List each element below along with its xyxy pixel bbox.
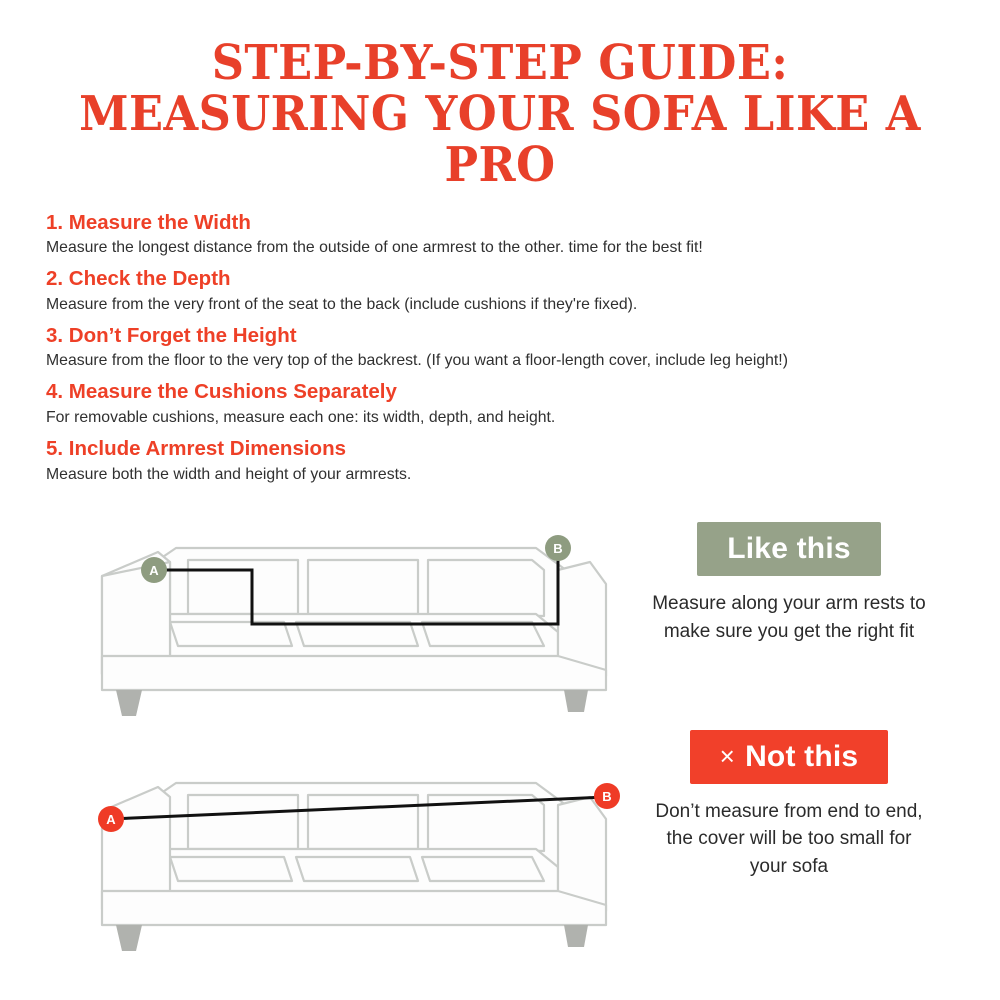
title-line-1: STEP-BY-STEP GUIDE: [211,35,789,91]
sofa-diagrams [66,504,666,964]
step-4-heading: 4. Measure the Cushions Separately [46,380,397,404]
page-title [46,0,954,191]
badge-like-this [697,522,881,576]
step-item-5 [46,435,954,487]
marker-a-correct: A [141,557,167,583]
step-item-1 [46,209,954,261]
step-1-text: Measure the longest distance from the outside of one armrest to the other. time for the best fit! [46,239,703,257]
sofa-diagram-correct [66,504,666,729]
caption-like-this: Measure along your arm rests to make sure you get the right fit [652,593,926,642]
marker-b-correct: B [545,535,571,561]
step-3-heading: 3. Don’t Forget the Height [46,323,297,347]
illustration-area [46,504,954,974]
step-item-4 [46,378,954,430]
badge-like-this-label: Like this [727,532,851,566]
step-5-heading: 5. Include Armrest Dimensions [46,436,346,460]
caption-not-this: Don’t measure from end to end, the cover will be too small for your sofa [655,800,923,877]
step-1-heading: 1. Measure the Width [46,210,251,234]
step-2-text: Measure from the very front of the seat to the back (include cushions if they're fixed). [46,295,638,313]
step-item-3 [46,322,954,374]
step-4-text: For removable cushions, measure each one: its width, depth, and height. [46,408,556,426]
badge-not-this-label: Not this [745,739,859,773]
title-line-2: MEASURING YOUR SOFA LIKE A PRO [79,85,921,193]
marker-b-incorrect: B [594,783,620,809]
step-3-text: Measure from the floor to the very top of the backrest. (If you want a floor-length cover, include leg height!) [46,352,788,370]
example-bad [634,730,944,881]
sofa-illustration-2 [66,739,636,959]
examples-column [634,522,944,880]
step-2-heading: 2. Check the Depth [46,267,231,291]
step-5-text: Measure both the width and height of your armrests. [46,465,412,483]
badge-not-this [690,730,889,784]
step-item-2 [46,265,954,317]
sofa-diagram-incorrect [66,739,666,964]
cross-icon: × [719,740,736,771]
steps-list [46,209,954,487]
example-good [634,522,944,645]
marker-a-incorrect: A [98,806,124,832]
